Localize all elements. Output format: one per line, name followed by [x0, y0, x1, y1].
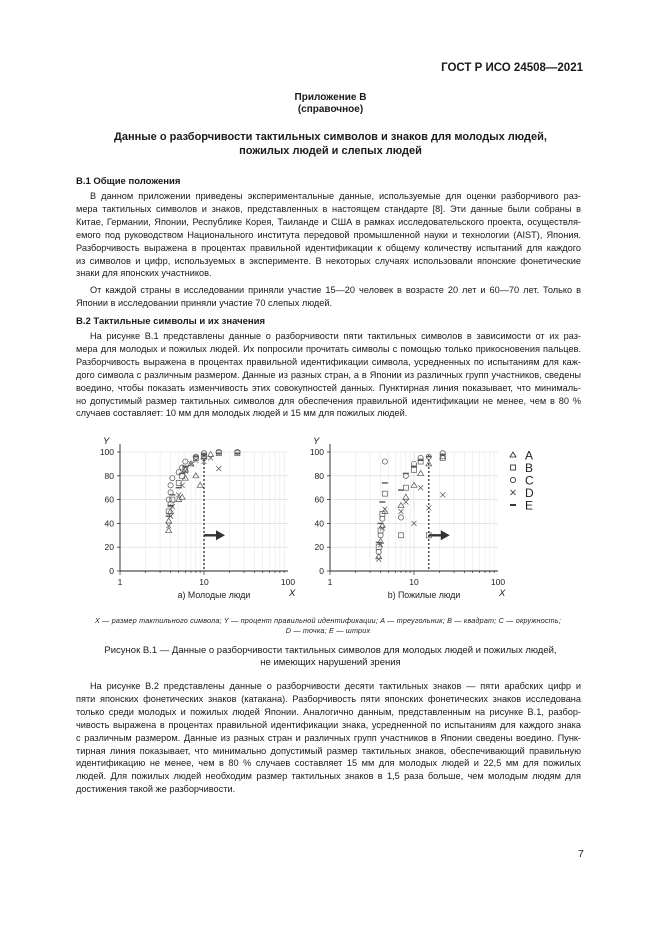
annex-title: Приложение В	[294, 92, 367, 103]
chart-title: а) Молодые люди	[177, 590, 251, 600]
chart-x-axis-label: X	[499, 588, 506, 599]
chart-y-tick-label: 0	[319, 566, 324, 576]
page-number: 7	[578, 848, 584, 860]
paragraph-line: Разборчивость выражена в процентах правильной идентификации символа, усредненных по испытаниям для каж-	[76, 356, 581, 367]
data-point-a	[418, 470, 424, 475]
paragraph-line: На рисунке В.1 представлены данные о разборчивости пяти тактильных символов в зависимости от их раз-	[90, 331, 581, 341]
legend-symbol-d	[511, 490, 516, 495]
chart-x-tick-label: 1	[117, 577, 123, 587]
paragraph-line: идентификацию не менее, чем в 80 % случаев составляет 15 мм для молодых людей и 22,5 мм для пожилых	[76, 758, 581, 769]
data-point-d	[216, 466, 221, 471]
chart-y-tick-label: 20	[314, 542, 324, 553]
section-heading-symbols: В.2 Тактильные символы и их значения	[76, 316, 266, 327]
annex-subject-title-line: пожилых людей и слепых людей	[239, 145, 422, 157]
paragraph-line: воедино, чтобы показать изменчивость этих совокупностей данных. Пунктирная линия показывает, что минималь-	[76, 382, 581, 393]
chart-x-tick-label: 10	[409, 577, 419, 587]
chart-x-tick-label: 10	[199, 577, 209, 587]
legend-label: E	[525, 498, 534, 513]
chart-arrow-head	[216, 530, 225, 540]
figure-caption	[60, 645, 601, 669]
legend-label: D	[525, 486, 534, 500]
chart-x-axis-label: X	[289, 588, 296, 599]
chart-x-tick-label: 100	[490, 577, 506, 587]
chart-title: b) Пожилые люди	[387, 590, 461, 600]
chart-y-tick-label: 40	[104, 518, 114, 529]
paragraph-line: с различным размером. Данные из разных стран и различных групп участников в Японии сведены воедино. Пунк-	[76, 732, 581, 743]
chart-y-tick-label: 20	[104, 542, 114, 553]
paragraph-line: из символов и цифр, используемых в эксперименте. В некоторых случаях использовали японские фонетические	[76, 255, 581, 266]
paragraph-line: мера для молодых и пожилых людей. Их попросили прочитать символы с помощью только прикосновения пальцев.	[76, 343, 581, 354]
legend-label: A	[525, 448, 534, 463]
paragraph-line: но допустимый размер тактильных символов для обеспечения правильной идентификации не менее, чем в 80 %	[76, 395, 581, 406]
data-point-d	[418, 485, 423, 490]
legend-symbol-b	[511, 465, 516, 470]
chart-x-tick-label: 100	[280, 577, 296, 587]
paragraph-line: дого символа с различным размером. Данные из разных стран, а в Японии из различных групп участников, сведены	[76, 369, 581, 380]
legend-label: C	[525, 473, 534, 488]
annex-subject-title-line: Данные о разборчивости тактильных символов и знаков для молодых людей,	[114, 131, 547, 143]
paragraph-symbols-2	[76, 680, 581, 796]
paragraph-line: На рисунке В.2 представлены данные о разборчивости десяти тактильных знаков — пяти арабских цифр и	[90, 681, 581, 691]
paragraph-line: емого под руководством Национального института передовой промышленной науки и технологии (AIST), Япония.	[76, 229, 581, 240]
paragraph-line: чивость выражена в процентах правильной идентификации знака, усредненной по испытаниям для каждого знака	[76, 719, 581, 730]
data-point-d	[426, 505, 431, 510]
chart-y-tick-label: 60	[314, 494, 324, 505]
chart-y-tick-label: 0	[109, 566, 114, 576]
figure-legend-key-line: X — размер тактильного символа; Y — процент правильной идентификации; A — треугольник; B — квадрат; C — окружность;	[94, 616, 562, 625]
section-heading-general: В.1 Общие положения	[76, 176, 181, 187]
paragraph-line: мера тактильных символов и знаков, представленных в настоящем стандарте [8]. Эти данные были собраны в	[76, 203, 581, 214]
data-point-b	[382, 491, 387, 496]
legend-symbol-a	[510, 452, 516, 457]
data-point-d	[382, 507, 387, 512]
chart-x-tick-label: 1	[327, 577, 333, 587]
legend-label: B	[525, 461, 534, 475]
paragraph-line: достижения такой же разборчивости.	[76, 784, 236, 795]
chart-y-tick-label: 100	[309, 447, 324, 457]
paragraph-line: От каждой страны в исследовании приняли участие 15—20 человек в возрасте 20 лет и 60—70 лет. Только в	[90, 285, 581, 295]
figure-legend-key	[48, 616, 608, 636]
figure-legend-key-line: D — точка; E — штрих	[285, 626, 371, 635]
chart-y-tick-label: 100	[99, 447, 114, 457]
legend-symbol-c	[510, 477, 515, 482]
data-point-c	[382, 459, 387, 464]
figure-caption-line: не имеющих нарушений зрения	[260, 657, 401, 668]
paragraph-line: Китае, Германии, Японии, Республике Корея, Таиланде и США в рамках исследовательского проекта, осуществля-	[76, 216, 581, 227]
annex-kind: (справочное)	[297, 104, 364, 115]
chart-y-axis-label: Y	[103, 436, 110, 447]
data-point-d	[440, 492, 445, 497]
chart-y-tick-label: 40	[314, 518, 324, 529]
chart-y-axis-label: Y	[313, 436, 320, 447]
chart-y-tick-label: 60	[104, 494, 114, 505]
paragraph-line: знаки для японских участников.	[76, 268, 212, 279]
paragraph-line: В данном приложении приведены экспериментальные данные, используемые для оценки разборчивого раз-	[90, 191, 581, 201]
paragraph-line: пяти японских фонетических знаков (катакана). Разборчивость пяти японских фонетических знаков исследована	[76, 693, 581, 704]
chart-arrow-head	[441, 530, 450, 540]
paragraph-line: людей. Для пожилых людей необходим размер тактильных знаков в 1,5 раза больше, чем молодым людям для	[76, 771, 581, 782]
chart-y-tick-label: 80	[104, 470, 114, 481]
paragraph-line: только среди молодых и пожилых людей Японии. Аналогично данным, представленным на рисунке В.1, разбор-	[76, 706, 581, 717]
chart-y-tick-label: 80	[314, 470, 324, 481]
paragraph-line: Японии в исследовании приняли участие 70 слепых людей.	[76, 297, 333, 308]
figure-caption-line: Рисунок В.1 — Данные о разборчивости тактильных символов для молодых людей и пожилых людей,	[104, 645, 557, 656]
document-standard-number: ГОСТ Р ИСО 24508—2021	[441, 62, 583, 74]
paragraph-line: случаев составляет: 10 мм для молодых людей и 15 мм для пожилых людей.	[76, 408, 408, 419]
paragraph-line: тирная линия показывает, что минимально допустимый размер тактильных знаков, обеспечивающий правильную	[76, 745, 581, 756]
paragraph-line: Разборчивость выражена в процентах правильной идентификации к общему количеству испытаний для каждого	[76, 242, 581, 253]
